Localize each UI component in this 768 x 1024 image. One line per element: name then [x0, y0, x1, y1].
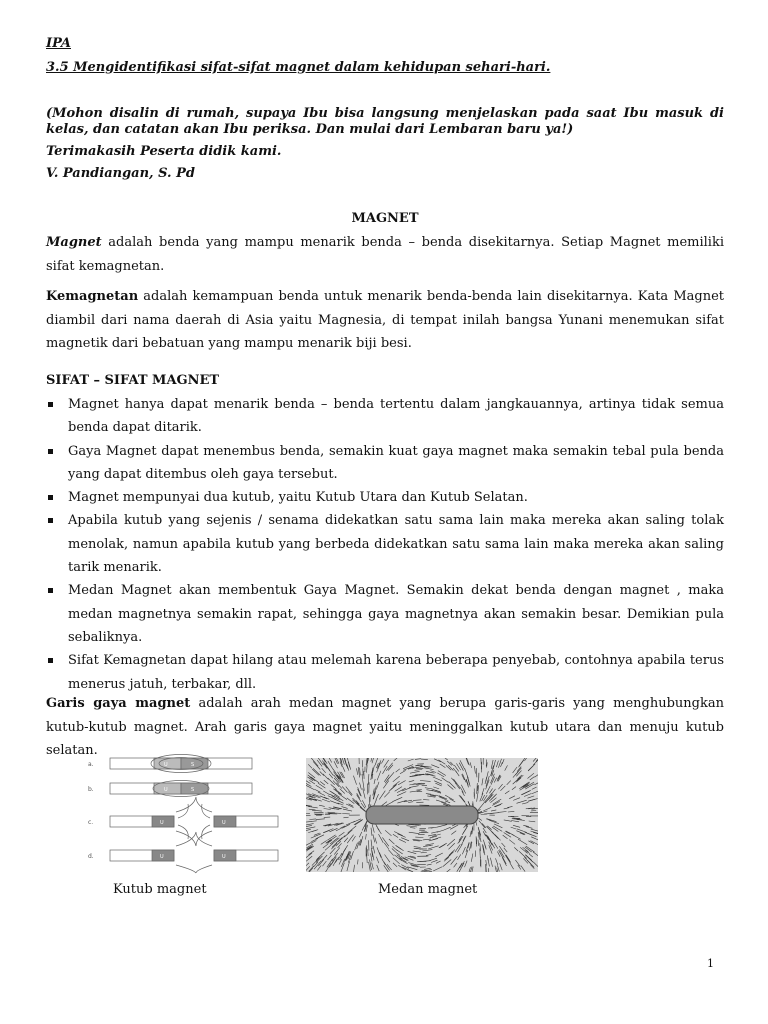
field-line: [176, 797, 212, 846]
sifat-list: [46, 393, 724, 696]
list-item: Magnet hanya dapat menarik benda – benda tertentu dalam jangkauannya, artinya tidak semua benda dapat ditarik.: [46, 393, 724, 440]
kemagnetan-definition-text: adalah kemampuan benda untuk menarik benda-benda lain disekitarnya. Kata Magnet diambil dari nama daerah di Asia yaitu Magnesia, di tempat inilah bangsa Yunani menemukan sifat magnetik dari bebatuan yang mampu menarik biji besi.: [46, 289, 724, 351]
list-item: Sifat Kemagnetan dapat hilang atau melemah karena beberapa penyebab, contohnya apabila terus menerus jatuh, terbakar, dll.: [46, 649, 724, 696]
subject-heading: IPA: [46, 36, 71, 51]
kemagnetan-definition: [46, 285, 724, 356]
figure2-caption: Medan magnet: [378, 882, 478, 897]
figure1-caption: Kutub magnet: [113, 882, 207, 897]
row-label: d.: [88, 853, 94, 860]
bar-magnet: [366, 806, 478, 824]
magnetic-field-photo: [306, 758, 538, 872]
instruction-note: (Mohon disalin di rumah, supaya Ibu bisa langsung menjelaskan pada saat Ibu masuk di kelas, dan catatan akan Ibu periksa. Dan mulai dari Lembaran baru ya!): [46, 106, 724, 137]
page-number: 1: [707, 957, 714, 970]
pole-label-s: S: [191, 762, 195, 768]
list-item: Medan Magnet akan membentuk Gaya Magnet. Semakin dekat benda dengan magnet , maka medan magnetnya semakin rapat, sehingga gaya magnetnya akan semakin besar. Demikian pula sebaliknya.: [46, 579, 724, 649]
list-item: Apabila kutub yang sejenis / senama didekatkan satu sama lain maka mereka akan saling tolak menolak, namun apabila kutub yang berbeda didekatkan satu sama lain maka mereka akan saling tarik menarik.: [46, 509, 724, 579]
pole-label-u: U: [164, 787, 168, 793]
pole-label-u: U: [222, 820, 226, 826]
row-label: a.: [88, 761, 94, 768]
teacher-name: V. Pandiangan, S. Pd: [46, 166, 195, 181]
magnet-poles-diagram: [84, 752, 280, 874]
competency-heading: 3.5 Mengidentifikasi sifat-sifat magnet dalam kehidupan sehari-hari.: [46, 60, 551, 75]
magnet-definition: [46, 231, 724, 278]
pole-label-u: U: [164, 762, 168, 768]
row-label: b.: [88, 786, 94, 793]
list-item: Gaya Magnet dapat menembus benda, semakin kuat gaya magnet maka semakin tebal pula benda yang dapat ditembus oleh gaya tersebut.: [46, 440, 724, 487]
garis-gaya-term: Garis gaya magnet: [46, 696, 191, 711]
list-item: Magnet mempunyai dua kutub, yaitu Kutub Utara dan Kutub Selatan.: [46, 486, 724, 509]
pole-label-u: U: [160, 820, 164, 826]
pole-label-u: U: [160, 854, 164, 860]
magnet-term: Magnet: [46, 235, 102, 250]
sifat-heading: SIFAT – SIFAT MAGNET: [46, 373, 220, 388]
kemagnetan-term: Kemagnetan: [46, 289, 139, 304]
magnet-pole-s: [181, 758, 208, 769]
page-title: MAGNET: [351, 211, 419, 226]
thanks-line: Terimakasih Peserta didik kami.: [46, 144, 282, 159]
magnet-pole-s: [181, 783, 208, 794]
field-line: [176, 832, 212, 873]
magnet-definition-text: adalah benda yang mampu menarik benda – benda disekitarnya. Setiap Magnet memiliki sifat kemagnetan.: [46, 235, 724, 274]
garis-gaya-definition-text: adalah arah medan magnet yang berupa garis-garis yang menghubungkan kutub-kutub magnet. Arah garis gaya magnet yaitu meninggalkan kutub utara dan menuju kutub selatan.: [46, 696, 725, 758]
pole-label-u: U: [222, 854, 226, 860]
pole-label-s: S: [191, 787, 195, 793]
row-label: c.: [88, 819, 94, 826]
